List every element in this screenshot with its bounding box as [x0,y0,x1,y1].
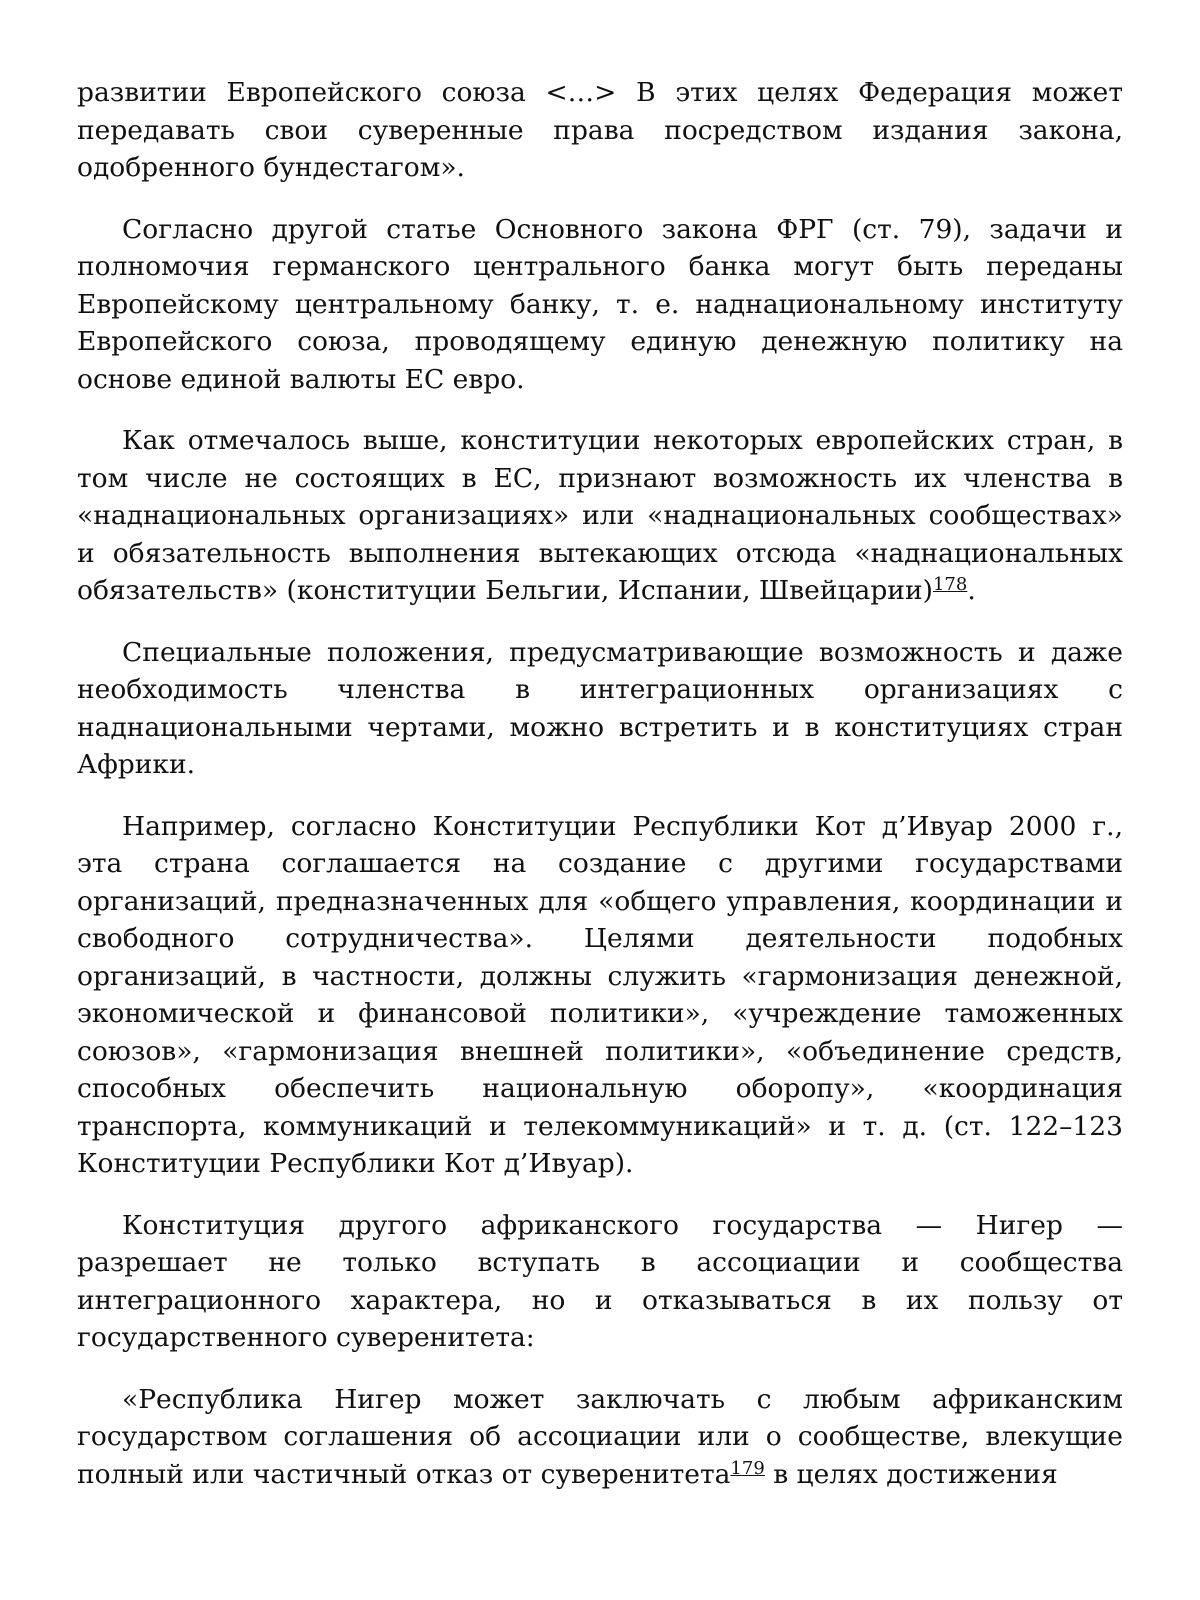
footnote-link-179[interactable]: 179 [730,1457,765,1479]
paragraph-7 [77,1381,1123,1494]
paragraph-3 [77,422,1123,610]
footnote-link-178[interactable]: 178 [932,574,968,595]
paragraph-text: развитии Европейского союза <…> В этих целях Федерация может передавать свои суверенные права посредством издания закона, одобренного бундестагом». [77,77,1123,183]
paragraph-text-tail: в целях достижения [764,1458,1058,1490]
paragraph-6 [77,1207,1123,1357]
paragraph-1 [77,74,1123,187]
paragraph-text-tail: . [967,575,976,606]
paragraph-4 [77,634,1123,784]
paragraph-text: Согласно другой статье Основного закона ФРГ (ст. 79), задачи и полномочия германского центрального банка могут быть переданы Европейскому центральному банку, т. е. наднациональному институту Европейского союза, проводящему единую денежную политику на основе единой валюты ЕС евро. [77,213,1123,395]
paragraph-text: Специальные положения, предусматривающие возможность и даже необходимость членства в интеграционных организациях с наднациональными чертами, можно встретить и в конституциях стран Африки. [77,636,1123,780]
paragraph-text: Как отмечалось выше, конституции некоторых европейских стран, в том числе не состоящих в ЕС, признают возможность их членства в «наднациональных организациях» или «наднациональных сообществах» и обязательность выполнения вытекающих отсюда «наднациональных обязательств» (конституции Бельгии, Испании, Швейцарии) [77,425,1123,606]
paragraph-5 [77,808,1123,1183]
paragraph-text: Конституция другого африканского государства — Нигер — разрешает не только вступать в ассоциации и сообщества интеграционного характера, но и отказываться в их пользу от государственного суверенитета: [77,1209,1123,1353]
paragraph-text: «Республика Нигер может заключать с любым африканским государством соглашения об ассоциации или о сообществе, влекущие полный или частичный отказ от суверенитета [77,1383,1123,1490]
paragraph-2 [77,211,1123,399]
paragraph-text: Например, согласно Конституции Республики Кот д’Ивуар 2000 г., эта страна соглашается на создание с другими государствами организаций, предназначенных для «общего управления, координации и свободного сотрудничества». Целями деятельности подобных организаций, в частности, должны служить «гармонизация денежной, экономической и финансовой политики», «учреждение таможенных союзов», «гармонизация внешней политики», «объединение средств, способных обеспечить национальную оборопу», «координация транспорта, коммуникаций и телекоммуникаций» и т. д. (ст. 122–123 Конституции Республики Кот д’Ивуар). [77,810,1123,1179]
